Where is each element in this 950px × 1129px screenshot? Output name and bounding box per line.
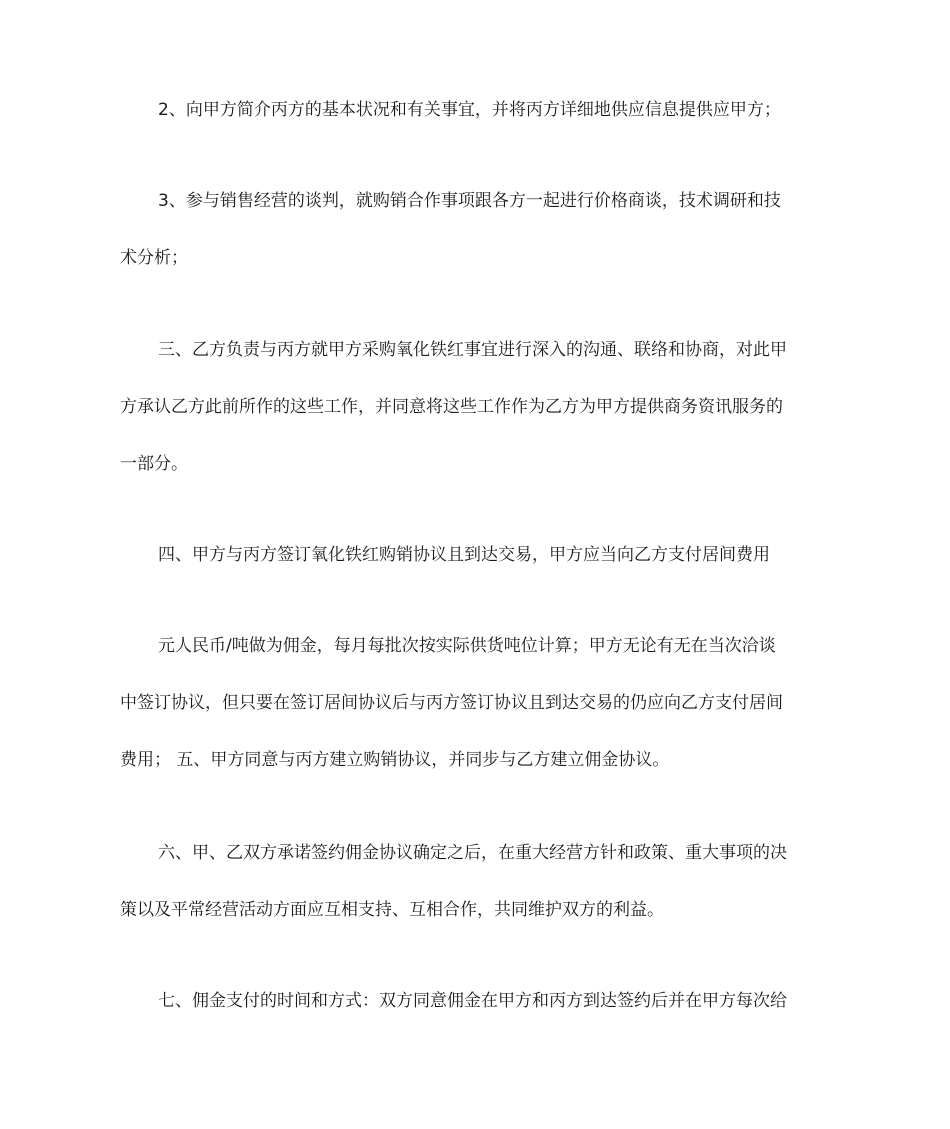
paragraph-line: 策以及平常经营活动方面应互相支持、互相合作，共同维护双方的利益。 <box>120 900 664 920</box>
paragraph-line: 术分析； <box>120 248 188 268</box>
paragraph-line: 六、甲、乙双方承诺签约佣金协议确定之后，在重大经营方针和政策、重大事项的决 <box>158 843 787 863</box>
paragraph-line: 元人民币/吨做为佣金，每月每批次按实际供货吨位计算；甲方无论有无在当次洽谈 <box>158 636 776 656</box>
paragraph-line: 费用； 五、甲方同意与丙方建立购销协议，并同步与乙方建立佣金协议。 <box>120 750 670 770</box>
paragraph-line: 中签订协议，但只要在签订居间协议后与丙方签订协议且到达交易的仍应向乙方支付居间 <box>120 693 783 713</box>
paragraph-line: 七、佣金支付的时间和方式：双方同意佣金在甲方和丙方到达签约后并在甲方每次给 <box>158 991 787 1011</box>
paragraph-line: 方承认乙方此前所作的这些工作，并同意将这些工作作为乙方为甲方提供商务资讯服务的 <box>120 397 783 417</box>
paragraph-line: 3、参与销售经营的谈判，就购销合作事项跟各方一起进行价格商谈，技术调研和技 <box>158 191 781 211</box>
paragraph-line: 一部分。 <box>120 454 188 474</box>
paragraph-line: 三、乙方负责与丙方就甲方采购氧化铁红事宜进行深入的沟通、联络和协商，对此甲 <box>158 340 787 360</box>
paragraph-line: 2、向甲方简介丙方的基本状况和有关事宜，并将丙方详细地供应信息提供应甲方； <box>158 100 781 120</box>
paragraph-line: 四、甲方与丙方签订氧化铁红购销协议且到达交易，甲方应当向乙方支付居间费用 <box>158 545 770 565</box>
